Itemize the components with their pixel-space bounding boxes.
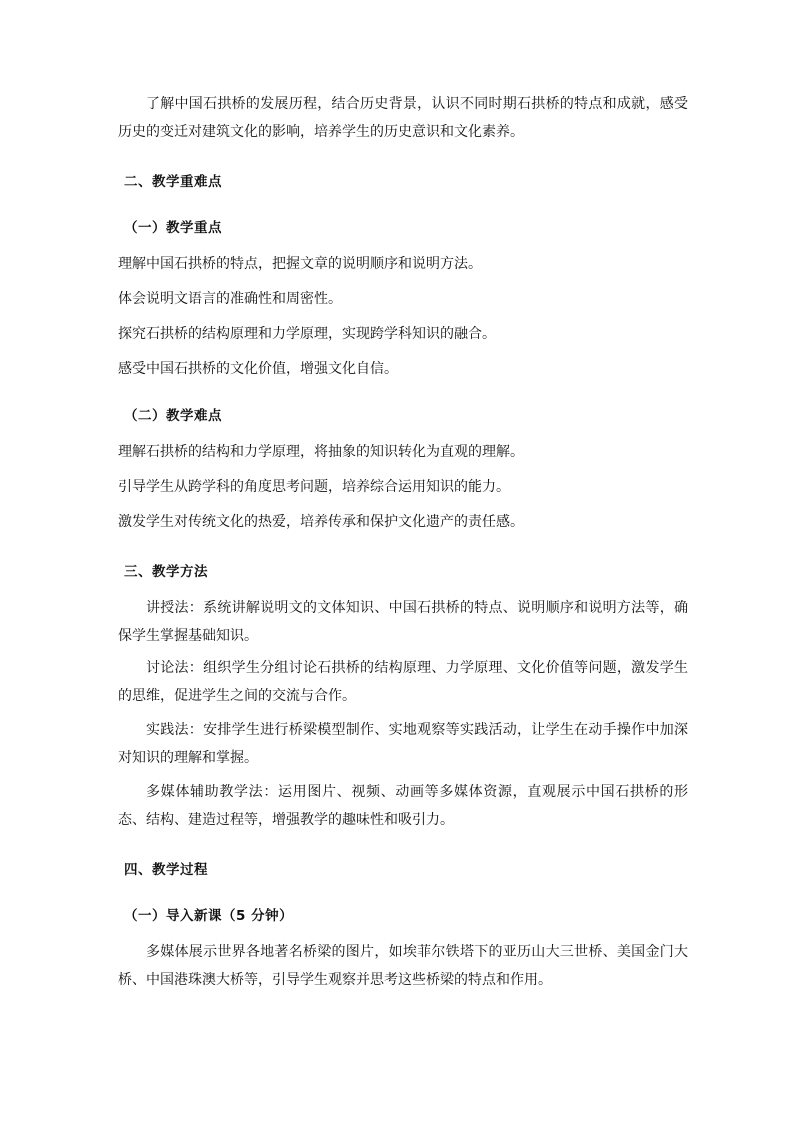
difficult-point-item: 引导学生从跨学科的角度思考问题，培养综合运用知识的能力。	[118, 479, 510, 495]
subsection-heading-introduction: （一）导入新课（5 分钟）	[124, 908, 294, 924]
section-heading-teaching-process: 四、教学过程	[124, 862, 208, 878]
process-item: 多媒体展示世界各地著名桥梁的图片，如埃菲尔铁塔下的亚历山大三世桥、美国金门大桥、中国港珠澳大桥等，引导学生观察并思考这些桥梁的特点和作用。	[118, 944, 688, 988]
difficult-point-item: 理解石拱桥的结构和力学原理，将抽象的知识转化为直观的理解。	[118, 444, 524, 460]
key-point-item: 体会说明文语言的准确性和周密性。	[118, 291, 342, 307]
difficult-point-item: 激发学生对传统文化的热爱，培养传承和保护文化遗产的责任感。	[118, 514, 524, 530]
teaching-method-item: 实践法：安排学生进行桥梁模型制作、实地观察等实践活动，让学生在动手操作中加深对知识的理解和掌握。	[118, 722, 688, 766]
intro-paragraph: 了解中国石拱桥的发展历程，结合历史背景，认识不同时期石拱桥的特点和成就，感受历史的变迁对建筑文化的影响，培养学生的历史意识和文化素养。	[118, 96, 688, 140]
teaching-method-item: 讲授法：系统讲解说明文的文体知识、中国石拱桥的特点、说明顺序和说明方法等，确保学生掌握基础知识。	[118, 600, 688, 644]
teaching-method-item: 讨论法：组织学生分组讨论石拱桥的结构原理、力学原理、文化价值等问题，激发学生的思维，促进学生之间的交流与合作。	[118, 660, 688, 704]
subsection-heading-key-points: （一）教学重点	[124, 220, 222, 236]
section-heading-key-difficult-points: 二、教学重难点	[124, 174, 222, 190]
subsection-heading-difficult-points: （二）教学难点	[124, 408, 222, 424]
key-point-item: 感受中国石拱桥的文化价值，增强文化自信。	[118, 361, 398, 377]
teaching-method-item: 多媒体辅助教学法：运用图片、视频、动画等多媒体资源，直观展示中国石拱桥的形态、结构、建造过程等，增强教学的趣味性和吸引力。	[118, 784, 688, 828]
section-heading-teaching-methods: 三、教学方法	[124, 564, 208, 580]
key-point-item: 理解中国石拱桥的特点，把握文章的说明顺序和说明方法。	[118, 256, 482, 272]
key-point-item: 探究石拱桥的结构原理和力学原理，实现跨学科知识的融合。	[118, 326, 496, 342]
